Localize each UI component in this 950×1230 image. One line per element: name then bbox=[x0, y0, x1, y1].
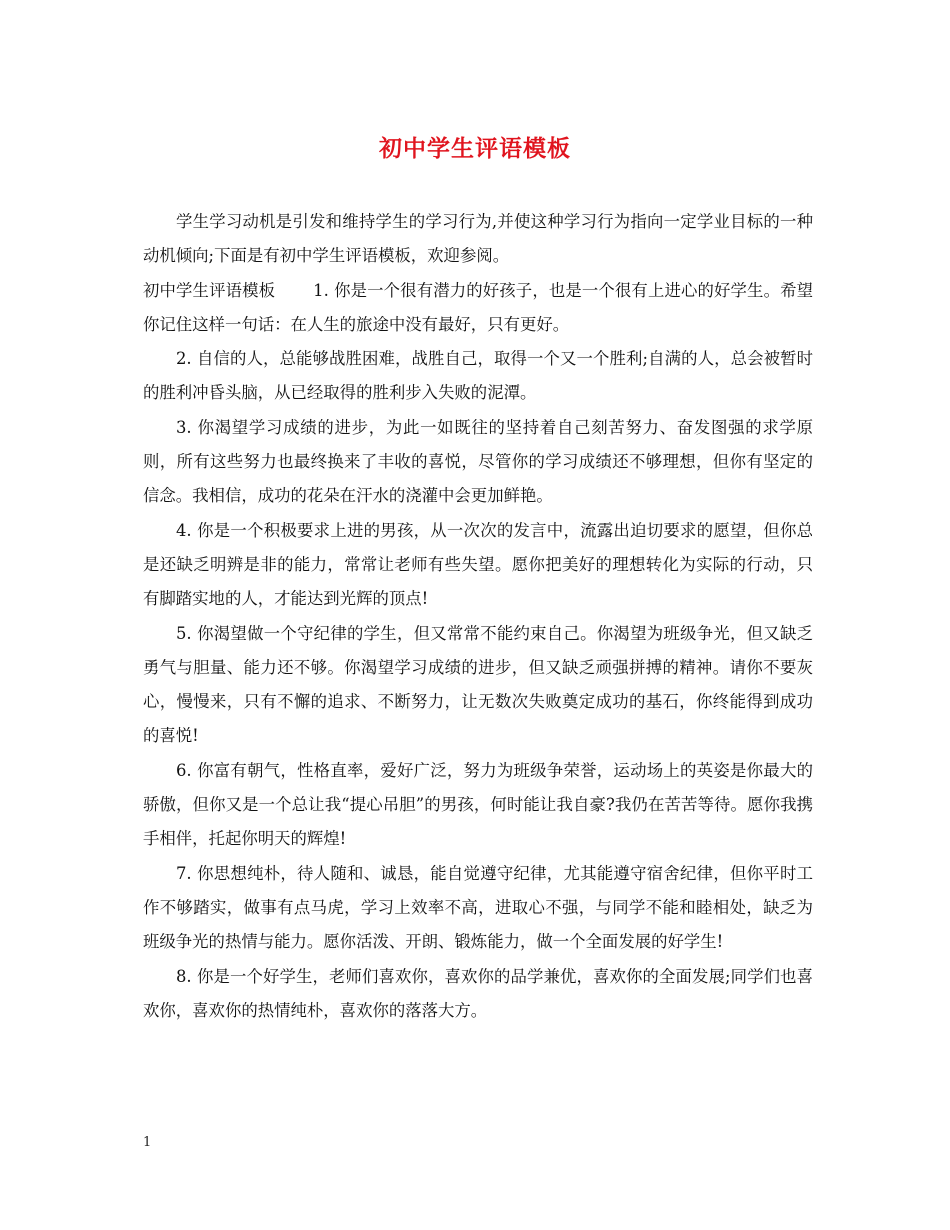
subheading-line bbox=[143, 274, 813, 343]
list-item: 1. 你是一个很有潜力的好孩子，也是一个很有上进心的好学生。希望你记住这样一句话：在人生的旅途中没有最好，只有更好。 bbox=[143, 280, 813, 334]
subheading: 初中学生评语模板 bbox=[143, 280, 276, 300]
list-item: 6. 你富有朝气，性格直率，爱好广泛，努力为班级争荣誉，运动场上的英姿是你最大的骄傲，但你又是一个总让我“提心吊胆”的男孩，何时能让我自豪?我仍在苦苦等待。愿你我携手相伴，托起你明天的辉煌! bbox=[143, 760, 813, 849]
page-title: 初中学生评语模板 bbox=[379, 135, 571, 162]
page-number: 1 bbox=[143, 1135, 152, 1150]
list-item: 4. 你是一个积极要求上进的男孩，从一次次的发言中，流露出迫切要求的愿望，但你总是还缺乏明辨是非的能力，常常让老师有些失望。愿你把美好的理想转化为实际的行动，只有脚踏实地的人，才能达到光辉的顶点! bbox=[143, 520, 813, 609]
list-item: 3. 你渴望学习成绩的进步，为此一如既往的坚持着自己刻苦努力、奋发图强的求学原则，所有这些努力也最终换来了丰收的喜悦，尽管你的学习成绩还不够理想，但你有坚定的信念。我相信，成功的花朵在汗水的浇灌中会更加鲜艳。 bbox=[143, 417, 813, 506]
intro-paragraph: 学生学习动机是引发和维持学生的学习行为,并使这种学习行为指向一定学业目标的一种动机倾向;下面是有初中学生评语模板，欢迎参阅。 bbox=[143, 212, 813, 266]
list-item: 7. 你思想纯朴，待人随和、诚恳，能自觉遵守纪律，尤其能遵守宿舍纪律，但你平时工作不够踏实，做事有点马虎，学习上效率不高，进取心不强，与同学不能和睦相处，缺乏为班级争光的热情与能力。愿你活泼、开朗、锻炼能力，做一个全面发展的好学生! bbox=[143, 863, 813, 952]
list-item: 2. 自信的人，总能够战胜困难，战胜自己，取得一个又一个胜利;自满的人，总会被暂时的胜利冲昏头脑，从已经取得的胜利步入失败的泥潭。 bbox=[143, 349, 813, 403]
list-item: 5. 你渴望做一个守纪律的学生，但又常常不能约束自己。你渴望为班级争光，但又缺乏勇气与胆量、能力还不够。你渴望学习成绩的进步，但又缺乏顽强拼搏的精神。请你不要灰心，慢慢来，只有不懈的追求、不断努力，让无数次失败奠定成功的基石，你终能得到成功的喜悦! bbox=[143, 623, 813, 746]
list-item: 8. 你是一个好学生，老师们喜欢你，喜欢你的品学兼优，喜欢你的全面发展;同学们也喜欢你，喜欢你的热情纯朴，喜欢你的落落大方。 bbox=[143, 966, 813, 1020]
document-body bbox=[143, 205, 813, 1028]
